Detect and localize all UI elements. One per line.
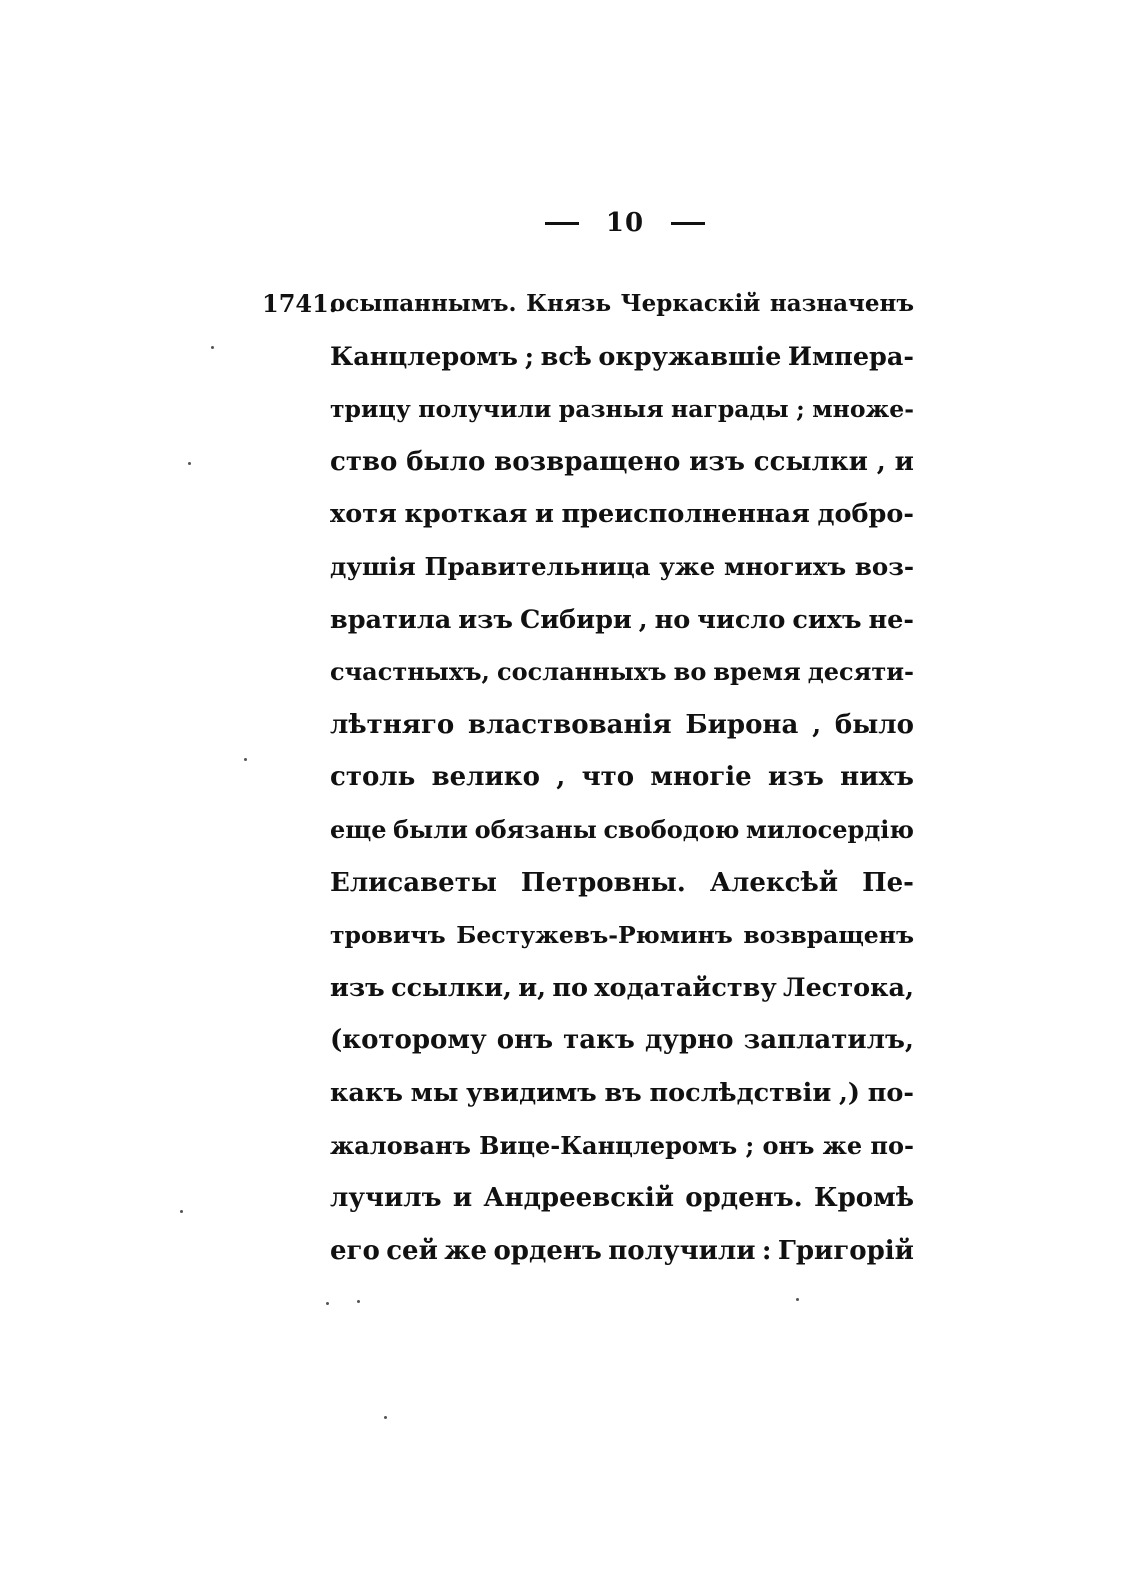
word: (которому (330, 1025, 487, 1056)
paper-speck (326, 1302, 329, 1305)
paper-speck (180, 1210, 183, 1213)
word: Лестока, (783, 972, 914, 1003)
word: : (761, 1235, 772, 1266)
text-line (330, 334, 914, 387)
word: всѣ (540, 341, 592, 372)
word: заплатилъ, (743, 1025, 914, 1056)
word: преисполненная (561, 499, 810, 530)
paper-speck (357, 1300, 360, 1303)
text-line (330, 754, 914, 807)
word: Бестужевъ-Рюминъ (456, 921, 733, 950)
word: получили (418, 395, 552, 424)
word: получили (608, 1235, 756, 1266)
word: нихъ (840, 762, 914, 793)
word: , (812, 709, 822, 740)
word: по- (867, 1077, 914, 1108)
paper-speck (384, 1416, 387, 1419)
header-dash-left (545, 222, 579, 225)
word: ство (330, 446, 398, 477)
text-line (330, 860, 914, 913)
word: добро- (817, 499, 914, 530)
word: Вице-Канцлеромъ (479, 1130, 738, 1160)
text-line (330, 544, 914, 597)
word: Андреевскій (483, 1183, 675, 1214)
word: послѣдствіи (649, 1077, 832, 1108)
word: Пе- (862, 867, 914, 898)
word: онъ (496, 1025, 554, 1056)
word: еще (330, 814, 387, 844)
word: орденъ. (685, 1183, 803, 1214)
word: и, (518, 972, 547, 1003)
word: въ (604, 1077, 642, 1108)
text-line (330, 597, 914, 650)
word: Петровны. (520, 867, 686, 898)
word: не- (868, 604, 914, 635)
text-line (330, 1228, 914, 1281)
word: столь (330, 762, 416, 793)
word: награды (671, 395, 789, 424)
word: но (654, 604, 691, 635)
word: какъ (330, 1077, 403, 1108)
word: кроткая (404, 499, 528, 530)
word: число (697, 604, 786, 635)
header-dash-right (671, 222, 705, 225)
word: что (581, 762, 635, 793)
word: его (330, 1235, 380, 1266)
page-header (545, 203, 705, 243)
word: во (673, 657, 707, 687)
word: жалованъ (330, 1130, 471, 1160)
word: Кромѣ (813, 1183, 914, 1214)
word: ходатайству (594, 972, 777, 1003)
word: десяти- (807, 657, 914, 687)
word: изъ (458, 604, 513, 635)
word: ,) (839, 1077, 860, 1108)
word: милосердію (746, 814, 914, 844)
word: велико (431, 762, 540, 793)
word: Князь (526, 290, 612, 317)
word: обязаны (474, 814, 597, 844)
word: время (713, 657, 801, 687)
paper-speck (796, 1298, 799, 1301)
body-text (330, 281, 914, 1280)
text-line (330, 439, 914, 492)
word: по (552, 972, 589, 1003)
word: Правительница (424, 551, 651, 581)
word: Импера- (787, 341, 914, 372)
text-line (330, 912, 914, 965)
word: по- (870, 1130, 914, 1160)
word: , (876, 446, 886, 477)
word: сосланныхъ (496, 657, 667, 687)
word: Черкаскій (620, 290, 761, 317)
word: вратила (330, 604, 452, 635)
word: Бирона (685, 709, 799, 740)
text-line (330, 1070, 914, 1123)
text-line (330, 965, 914, 1018)
text-line (330, 281, 914, 334)
word: мы (410, 1077, 459, 1108)
word: же (822, 1130, 863, 1160)
word: же (444, 1235, 488, 1266)
word: хотя (330, 499, 397, 530)
word: изъ (689, 446, 745, 477)
word: лѣтняго (330, 709, 455, 740)
word: Сибири (519, 604, 632, 635)
word: сихъ (792, 604, 862, 635)
text-line (330, 702, 914, 755)
text-line (330, 1175, 914, 1228)
word: ; (524, 341, 535, 372)
word: Канцлеромъ (330, 341, 518, 372)
word: множе- (812, 395, 914, 424)
margin-year-note: 1741. (262, 289, 338, 318)
text-line (330, 807, 914, 860)
word: было (834, 709, 914, 740)
word: окружавшіе (598, 341, 782, 372)
word: изъ (330, 972, 385, 1003)
word: лучилъ (330, 1183, 442, 1214)
word: Григорій (777, 1235, 914, 1266)
word: ; (796, 395, 805, 424)
word: душія (330, 551, 416, 581)
page-number: 10 (605, 208, 645, 238)
word: , (638, 604, 648, 635)
word: ссылки (753, 446, 868, 477)
word: и (452, 1183, 473, 1214)
text-line (330, 649, 914, 702)
text-line (330, 1123, 914, 1176)
text-line (330, 491, 914, 544)
word: трицу (330, 395, 411, 424)
word: ссылки, (391, 972, 512, 1003)
paper-speck (244, 758, 247, 761)
word: были (393, 814, 468, 844)
word: изъ (768, 762, 824, 793)
word: тровичъ (330, 921, 446, 950)
word: многіе (650, 762, 752, 793)
word: дурно (644, 1025, 734, 1056)
word: было (406, 446, 486, 477)
word: увидимъ (466, 1077, 597, 1108)
word: Алексѣй (709, 867, 839, 898)
text-line (330, 1017, 914, 1070)
word: осыпаннымъ. (330, 290, 517, 317)
word: свободою (603, 814, 740, 844)
word: и (534, 499, 554, 530)
word: воз- (854, 551, 914, 581)
word: возвращенъ (743, 921, 914, 950)
word: ; (745, 1130, 755, 1160)
word: Елисаветы (330, 867, 497, 898)
word: счастныхъ, (330, 657, 490, 687)
word: возвращено (494, 446, 681, 477)
word: и (894, 446, 914, 477)
word: онъ (762, 1130, 815, 1160)
paper-speck (211, 346, 214, 349)
word: орденъ (493, 1235, 602, 1266)
word: сей (386, 1235, 438, 1266)
word: разныя (558, 395, 664, 424)
text-line (330, 386, 914, 439)
paper-speck (188, 462, 191, 465)
word: назначенъ (769, 290, 914, 317)
word: властвованія (468, 709, 672, 740)
word: такъ (563, 1025, 635, 1056)
word: многихъ (723, 551, 847, 581)
word: уже (659, 551, 716, 581)
word: , (556, 762, 566, 793)
